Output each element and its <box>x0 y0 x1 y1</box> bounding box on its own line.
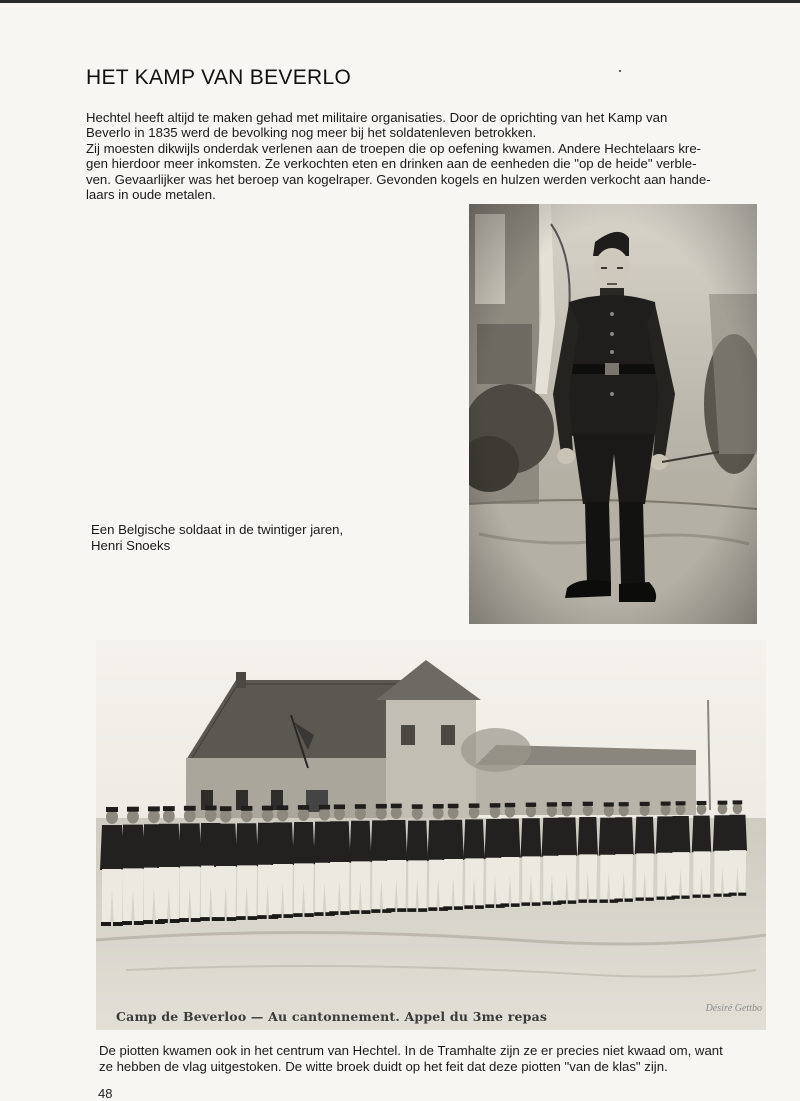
intro-line: laars in oude metalen. <box>86 187 216 203</box>
section-heading: HET KAMP VAN BEVERLO <box>86 66 352 89</box>
intro-line: ven. Gevaarlijker was het beroep van kogelraper. Gevonden kogels en hulzen werden verkocht aan hande- <box>86 171 711 187</box>
camp-group-photo <box>96 640 766 1030</box>
intro-line: Zij moesten dikwijls onderdak verlenen aan de troepen die op oefening kwamen. Andere Hechtelaars kre- <box>86 140 702 156</box>
intro-paragraph <box>86 110 756 202</box>
soldier-portrait-illustration <box>469 204 757 624</box>
soldier-caption <box>91 522 421 554</box>
camp-photo-caption: Camp de Beverloo — Au cantonnement. Appel du 3me repas <box>116 1009 548 1024</box>
soldier-caption-line: Een Belgische soldaat in de twintiger jaren, <box>91 522 344 537</box>
camp-photo-credit: Désiré Gettbo <box>705 1003 762 1014</box>
camp-caption <box>99 1043 779 1074</box>
intro-line: Hechtel heeft altijd te maken gehad met militaire organisaties. Door de oprichting van het Kamp van <box>86 110 668 125</box>
intro-line: Beverlo in 1835 werd de bevolking nog meer bij het soldatenleven betrokken. <box>86 125 537 141</box>
soldier-portrait-photo <box>469 204 757 624</box>
page-number: 48 <box>98 1086 113 1101</box>
print-speck <box>619 70 621 72</box>
intro-line: gen hierdoor meer inkomsten. Ze verkochten eten en drinken aan de eenheden die "op de heide" verble- <box>86 156 697 172</box>
top-rule <box>0 0 800 3</box>
camp-caption-line: ze hebben de vlag uitgestoken. De witte broek duidt op het feit dat deze piotten "van de klas" zijn. <box>99 1058 668 1074</box>
camp-group-illustration <box>96 640 766 1030</box>
soldier-caption-name: Henri Snoeks <box>91 538 171 553</box>
camp-caption-line: De piotten kwamen ook in het centrum van Hechtel. In de Tramhalte zijn ze er precies niet kwaad om, want <box>99 1043 723 1058</box>
